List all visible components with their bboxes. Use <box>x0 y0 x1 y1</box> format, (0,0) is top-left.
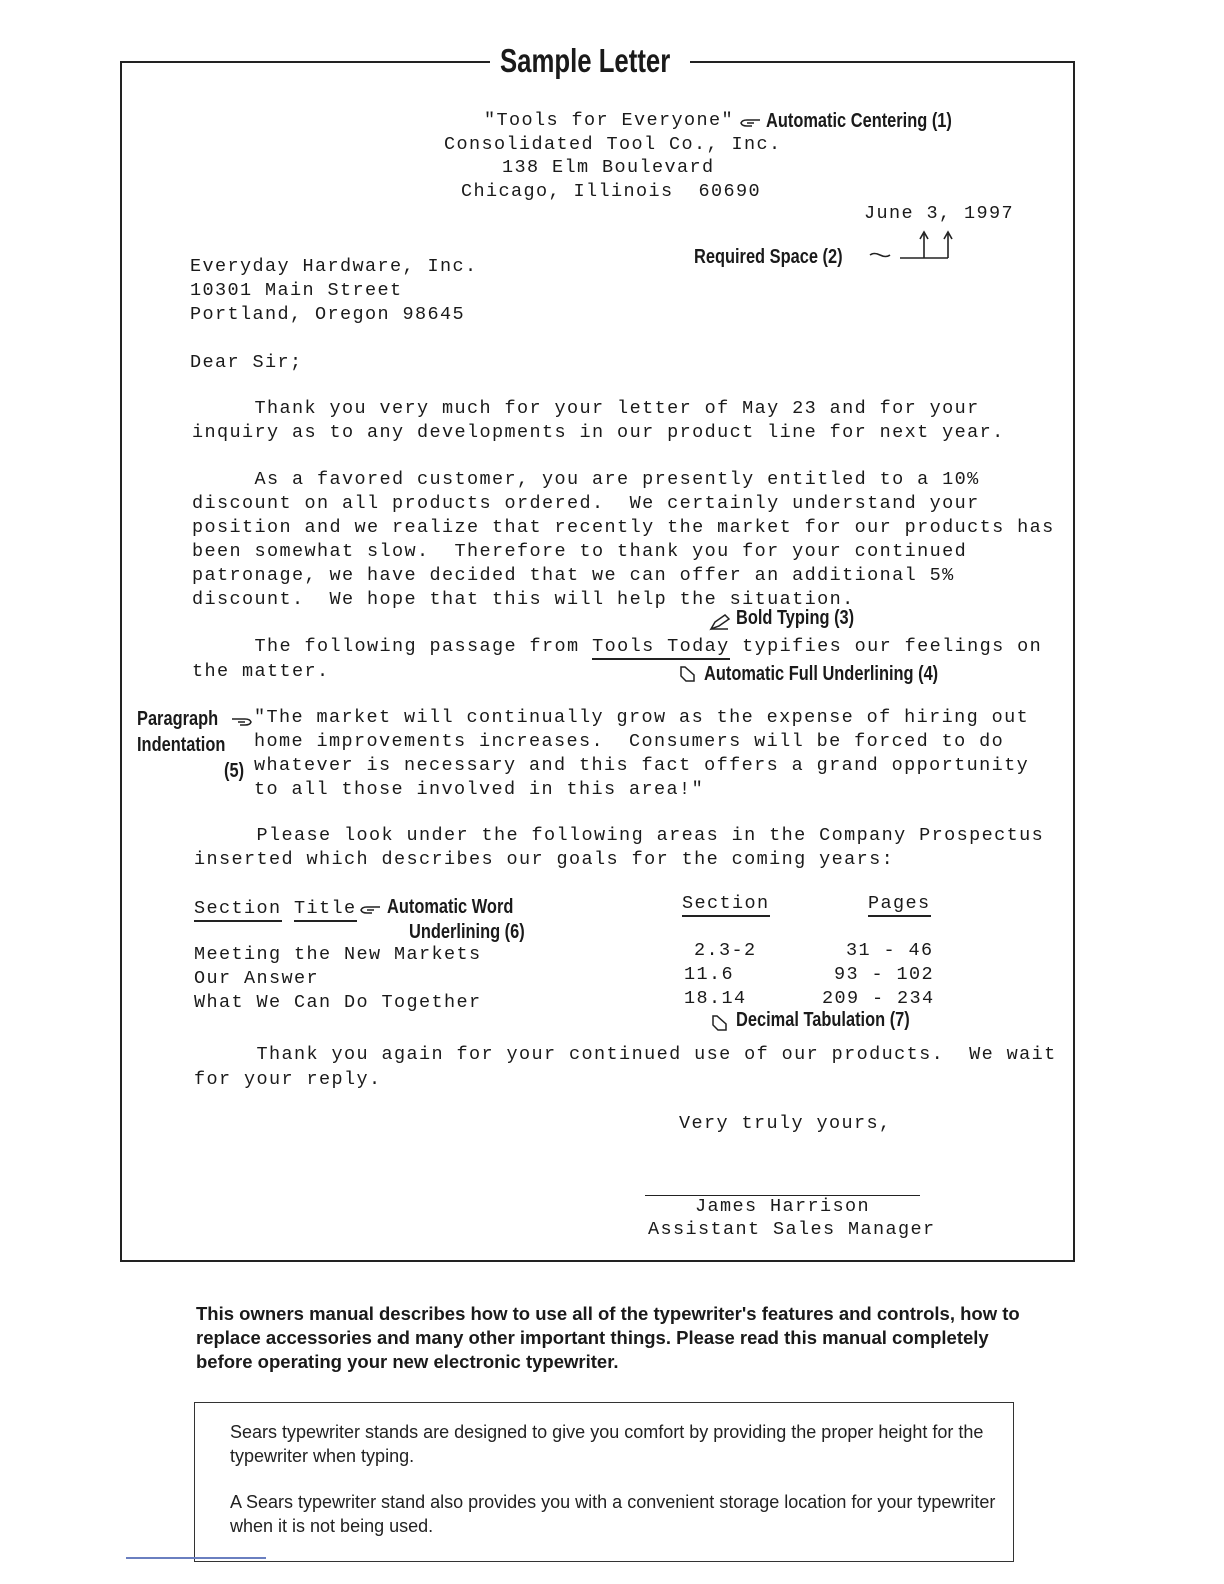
quote-line2: home improvements increases. Consumers will be forced to do <box>254 731 1005 752</box>
auto-centering-label: Automatic Centering (1) <box>766 110 952 132</box>
required-space-label: Required Space (2) <box>694 246 843 268</box>
col-header-title <box>194 898 357 919</box>
table-row-title: What We Can Do Together <box>194 992 482 1013</box>
para3-line1 <box>192 636 1042 657</box>
letterhead-city: Chicago, Illinois 60690 <box>461 181 762 202</box>
table-row-pages: 209 - 234 <box>822 988 935 1009</box>
para1-line2: inquiry as to any developments in our product line for next year. <box>192 422 1005 443</box>
closing-para-line2: for your reply. <box>194 1069 382 1090</box>
table-row-pages: 31 - 46 <box>846 940 934 961</box>
table-row-section: 11.6 <box>684 964 735 985</box>
pointer-icon-decimal <box>710 1013 730 1033</box>
auto-centering-callout <box>738 110 762 134</box>
pen-icon <box>708 612 732 632</box>
stand-paragraph-1: Sears typewriter stands are designed to give you comfort by providing the proper height for the typewriter when typing. <box>230 1422 984 1466</box>
col-header-section <box>682 893 770 914</box>
para3-end: typifies our feelings on <box>729 636 1043 657</box>
col-header-pages-text: Pages <box>868 893 931 917</box>
paragraph-label: Paragraph <box>137 708 219 730</box>
quote-line4: to all those involved in this area!" <box>254 779 705 800</box>
table-row-title: Meeting the New Markets <box>194 944 482 965</box>
address-company: Everyday Hardware, Inc. <box>190 256 478 277</box>
complimentary-close: Very truly yours, <box>679 1113 892 1134</box>
para1-line1: Thank you very much for your letter of May 23 and for your <box>192 398 980 419</box>
table-row-section: 18.14 <box>684 988 747 1009</box>
col-header-title-word2: Title <box>294 898 357 922</box>
full-underlining-label: Automatic Full Underlining (4) <box>704 663 939 685</box>
salutation: Dear Sir; <box>190 352 303 373</box>
pointing-hand-icon-indent <box>230 714 254 728</box>
pointer-icon <box>678 664 698 684</box>
bottom-rule <box>126 1557 266 1559</box>
col-header-section-text: Section <box>682 893 770 917</box>
word-underlining-label-1: Automatic Word <box>387 896 514 918</box>
word-underlining-label-2: Underlining (6) <box>409 921 525 943</box>
frame-rule-right <box>690 61 1075 63</box>
table-row-title: Our Answer <box>194 968 320 989</box>
stand-paragraph-2: A Sears typewriter stand also provides you with a convenient storage location for your typewriter when it is not being used. <box>230 1492 996 1536</box>
pointing-hand-icon <box>738 115 762 129</box>
letter-title: Sample Letter <box>500 42 671 79</box>
col-header-pages <box>868 893 931 914</box>
para4-line2: inserted which describes our goals for the coming years: <box>194 849 895 870</box>
book-title-underlined: Tools Today <box>592 636 730 660</box>
signer-title: Assistant Sales Manager <box>648 1219 936 1240</box>
frame-rule-left <box>120 61 490 63</box>
pointing-hand-icon-word <box>358 902 382 916</box>
para2-line1: As a favored customer, you are presently entitled to a 10% <box>192 469 980 490</box>
para3-start: The following passage from <box>192 636 593 657</box>
bold-typing-label: Bold Typing (3) <box>736 607 855 629</box>
para4-line1: Please look under the following areas in the Company Prospectus <box>194 825 1045 846</box>
letterhead-street: 138 Elm Boulevard <box>502 157 715 178</box>
para2-line2: discount on all products ordered. We certainly understand your <box>192 493 980 514</box>
para3-line2: the matter. <box>192 661 330 682</box>
quote-line1: "The market will continually grow as the expense of hiring out <box>254 707 1030 728</box>
para2-line5: patronage, we have decided that we can offer an additional 5% <box>192 565 955 586</box>
signer-name: James Harrison <box>695 1196 871 1217</box>
address-city: Portland, Oregon 98645 <box>190 304 466 325</box>
required-space-arrows <box>868 228 960 268</box>
decimal-tab-label: Decimal Tabulation (7) <box>736 1009 910 1031</box>
table-row-section: 2.3-2 <box>694 940 757 961</box>
letterhead-slogan: "Tools for Everyone" <box>484 110 735 131</box>
indentation-number: (5) <box>224 760 245 782</box>
para2-line6: discount. We hope that this will help the situation. <box>192 589 855 610</box>
table-row-pages: 93 - 102 <box>834 964 935 985</box>
manual-intro: This owners manual describes how to use all of the typewriter's features and controls, how to replace accessories and many other important things. Please read this manual completely before operating your new electronic typewriter. <box>196 1303 1020 1372</box>
col-header-title-word1: Section <box>194 898 282 922</box>
address-street: 10301 Main Street <box>190 280 403 301</box>
para2-line3: position and we realize that recently the market for our products has <box>192 517 1055 538</box>
para2-line4: been somewhat slow. Therefore to thank you for your continued <box>192 541 968 562</box>
indentation-label: Indentation <box>137 734 226 756</box>
closing-para-line1: Thank you again for your continued use of our products. We wait <box>194 1044 1057 1065</box>
letter-date: June 3, 1997 <box>864 203 1015 224</box>
letterhead-company: Consolidated Tool Co., Inc. <box>444 134 782 155</box>
quote-line3: whatever is necessary and this fact offers a grand opportunity <box>254 755 1030 776</box>
